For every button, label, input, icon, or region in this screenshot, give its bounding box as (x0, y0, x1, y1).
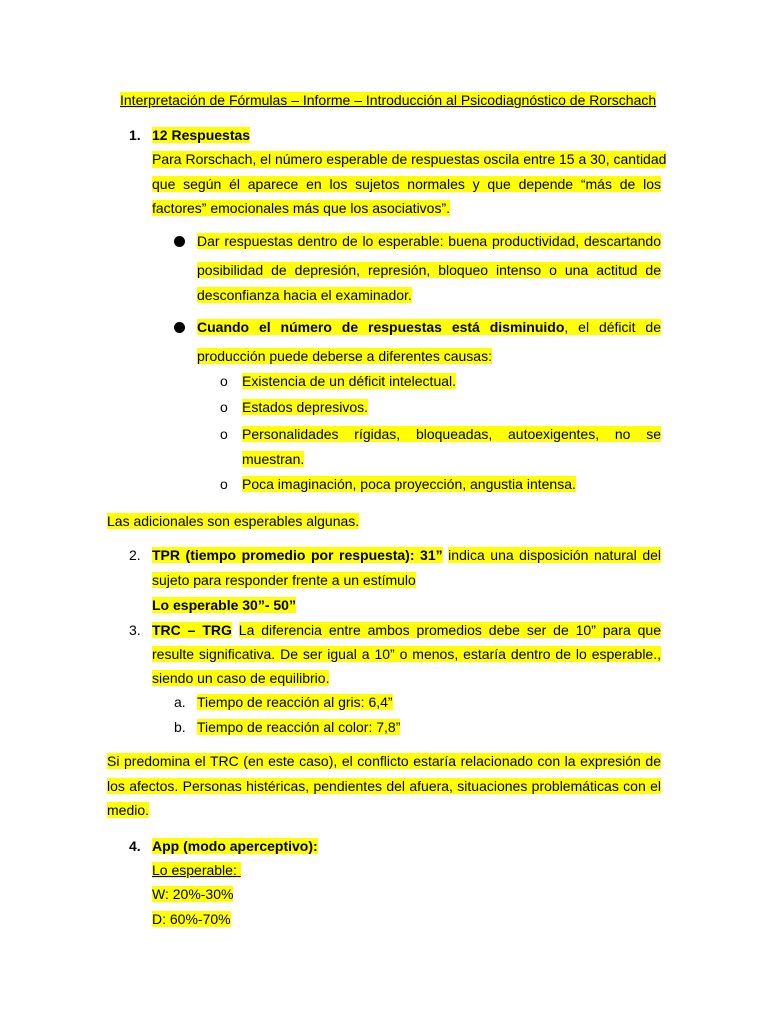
sub-item-a-marker: a. (174, 694, 186, 710)
section-3-line-3: siendo un caso de equilibrio. (152, 670, 330, 686)
section-1-number: 1. (129, 127, 141, 143)
sub-item-1: Existencia de un déficit intelectual. (242, 373, 457, 389)
section-3-number: 3. (129, 622, 141, 638)
bullet-1-line-3: desconfianza hacia el examinador. (197, 287, 412, 303)
sub-item-3: Personalidades rígidas, bloqueadas, autoexigentes, no se (242, 426, 661, 442)
bullet-2-line-1: Cuando el número de respuestas está disminuido, el déficit de (197, 319, 662, 335)
section-4-esperable: Lo esperable: (152, 862, 241, 879)
sub-marker: o (220, 373, 228, 389)
section-2-line-2: sujeto para responder frente a un estímulo (152, 572, 416, 588)
sub-marker: o (220, 476, 228, 492)
section-1-para-line-1: Para Rorschach, el número esperable de respuestas oscila entre 15 a 30, cantidad (152, 151, 667, 167)
section-4-d: D: 60%-70% (152, 911, 231, 927)
section-1-para-line-2: que según él aparece en los sujetos normales y que depende “más de los (152, 176, 661, 192)
sub-item-3-cont: muestran. (242, 451, 305, 467)
section-2-line-1: TPR (tiempo promedio por respuesta): 31” indica una disposición natural del (152, 547, 662, 563)
bullet-dot (174, 322, 185, 333)
adicionales-text: Las adicionales son esperables algunas. (107, 513, 360, 529)
section-2-line-3: Lo esperable 30”- 50” (152, 597, 296, 613)
sub-item-a: Tiempo de reacción al gris: 6,4” (197, 694, 393, 710)
predomina-line-3: medio. (107, 802, 150, 818)
sub-item-b-marker: b. (174, 719, 186, 735)
section-2-number: 2. (129, 547, 141, 563)
predomina-line-2: los afectos. Personas histéricas, pendientes del afuera, situaciones problemáticas con el (107, 778, 661, 794)
section-1-heading: 12 Respuestas (152, 127, 251, 143)
section-1-para-line-3: factores” emocionales más que los asociativos”. (152, 200, 451, 216)
section-4-heading: App (modo aperceptivo): (152, 838, 318, 854)
section-4-number: 4. (129, 838, 141, 854)
sub-marker: o (220, 399, 228, 415)
bullet-1-line-2: posibilidad de depresión, represión, bloqueo intenso o una actitud de (197, 262, 661, 278)
sub-marker: o (220, 426, 228, 442)
sub-item-2: Estados depresivos. (242, 399, 369, 415)
predomina-line-1: Si predomina el TRC (en este caso), el conflicto estaría relacionado con la expresión de (107, 753, 661, 769)
sub-item-4: Poca imaginación, poca proyección, angustia intensa. (242, 476, 576, 492)
section-3-line-1: TRC – TRG La diferencia entre ambos promedios debe ser de 10” para que (152, 622, 662, 638)
sub-item-b: Tiempo de reacción al color: 7,8” (197, 719, 401, 735)
bullet-dot (174, 236, 185, 247)
section-3-line-2: resulte significativa. De ser igual a 10” o menos, estaría dentro de lo esperable., (152, 646, 661, 662)
bullet-2-line-2: producción puede deberse a diferentes causas: (197, 348, 492, 364)
section-4-w: W: 20%-30% (152, 886, 234, 902)
document-title: Interpretación de Fórmulas – Informe – Introducción al Psicodiagnóstico de Rorschach (120, 92, 657, 108)
bullet-1-line-1: Dar respuestas dentro de lo esperable: buena productividad, descartando (197, 233, 661, 249)
